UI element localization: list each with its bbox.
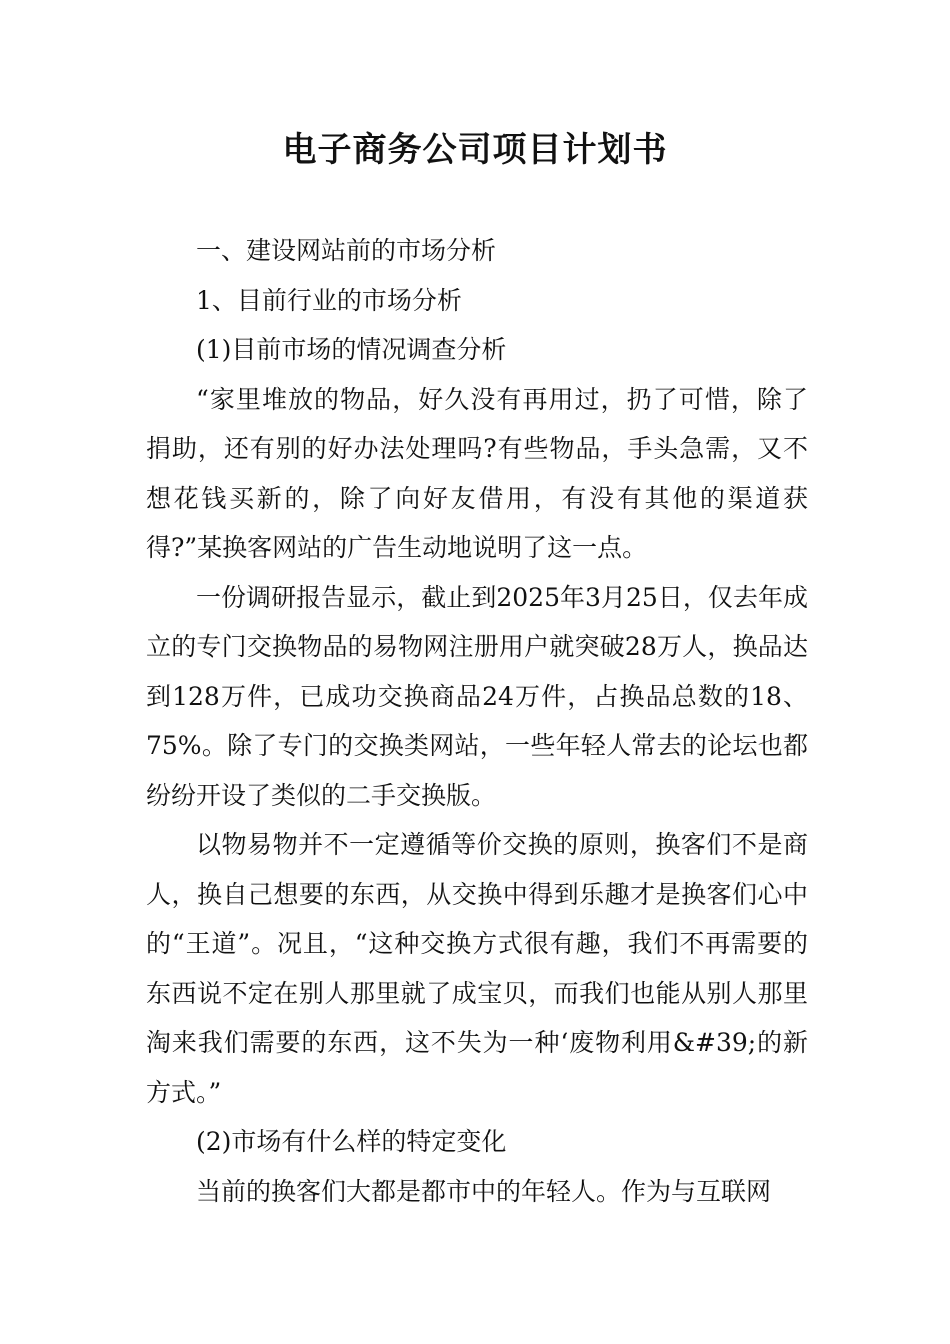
section-heading-market-analysis: 一、建设网站前的市场分析 [196,236,497,265]
subsection-heading-market-changes: (2)市场有什么样的特定变化 [196,1127,507,1156]
paragraph-barter-principle: 以物易物并不一定遵循等价交换的原则，换客们不是商人，换自己想要的东西，从交换中得到乐趣才是换客们心中的“王道”。况且，“这种交换方式很有趣，我们不再需要的东西说不定在别人那里就了成宝贝，而我们也能从别人那里淘来我们需要的东西，这不失为一种‘废物利用&#39;的新方式。” [146,830,808,1107]
paragraph-ad-quote: “家里堆放的物品，好久没有再用过，扔了可惜，除了捐助，还有别的好办法处理吗?有些物品，手头急需，又不想花钱买新的，除了向好友借用，有没有其他的渠道获得?”某换客网站的广告生动地说明了这一点。 [146,384,808,562]
document-title: 电子商务公司项目计划书 [282,130,668,170]
subsection-heading-industry-analysis: 1、目前行业的市场分析 [196,285,462,315]
document-body [146,226,808,1216]
paragraph-survey-report: 一份调研报告显示，截止到2025年3月25日，仅去年成立的专门交换物品的易物网注册用户就突破28万人，换品达到128万件，已成功交换商品24万件，占换品总数的18、75%。除了专门的交换类网站，一些年轻人常去的论坛也都纷纷开设了类似的二手交换版。 [146,582,808,810]
subsection-heading-market-survey: (1)目前市场的情况调查分析 [196,335,507,364]
paragraph-young-users: 当前的换客们大都是都市中的年轻人。作为与互联网 [196,1176,772,1206]
